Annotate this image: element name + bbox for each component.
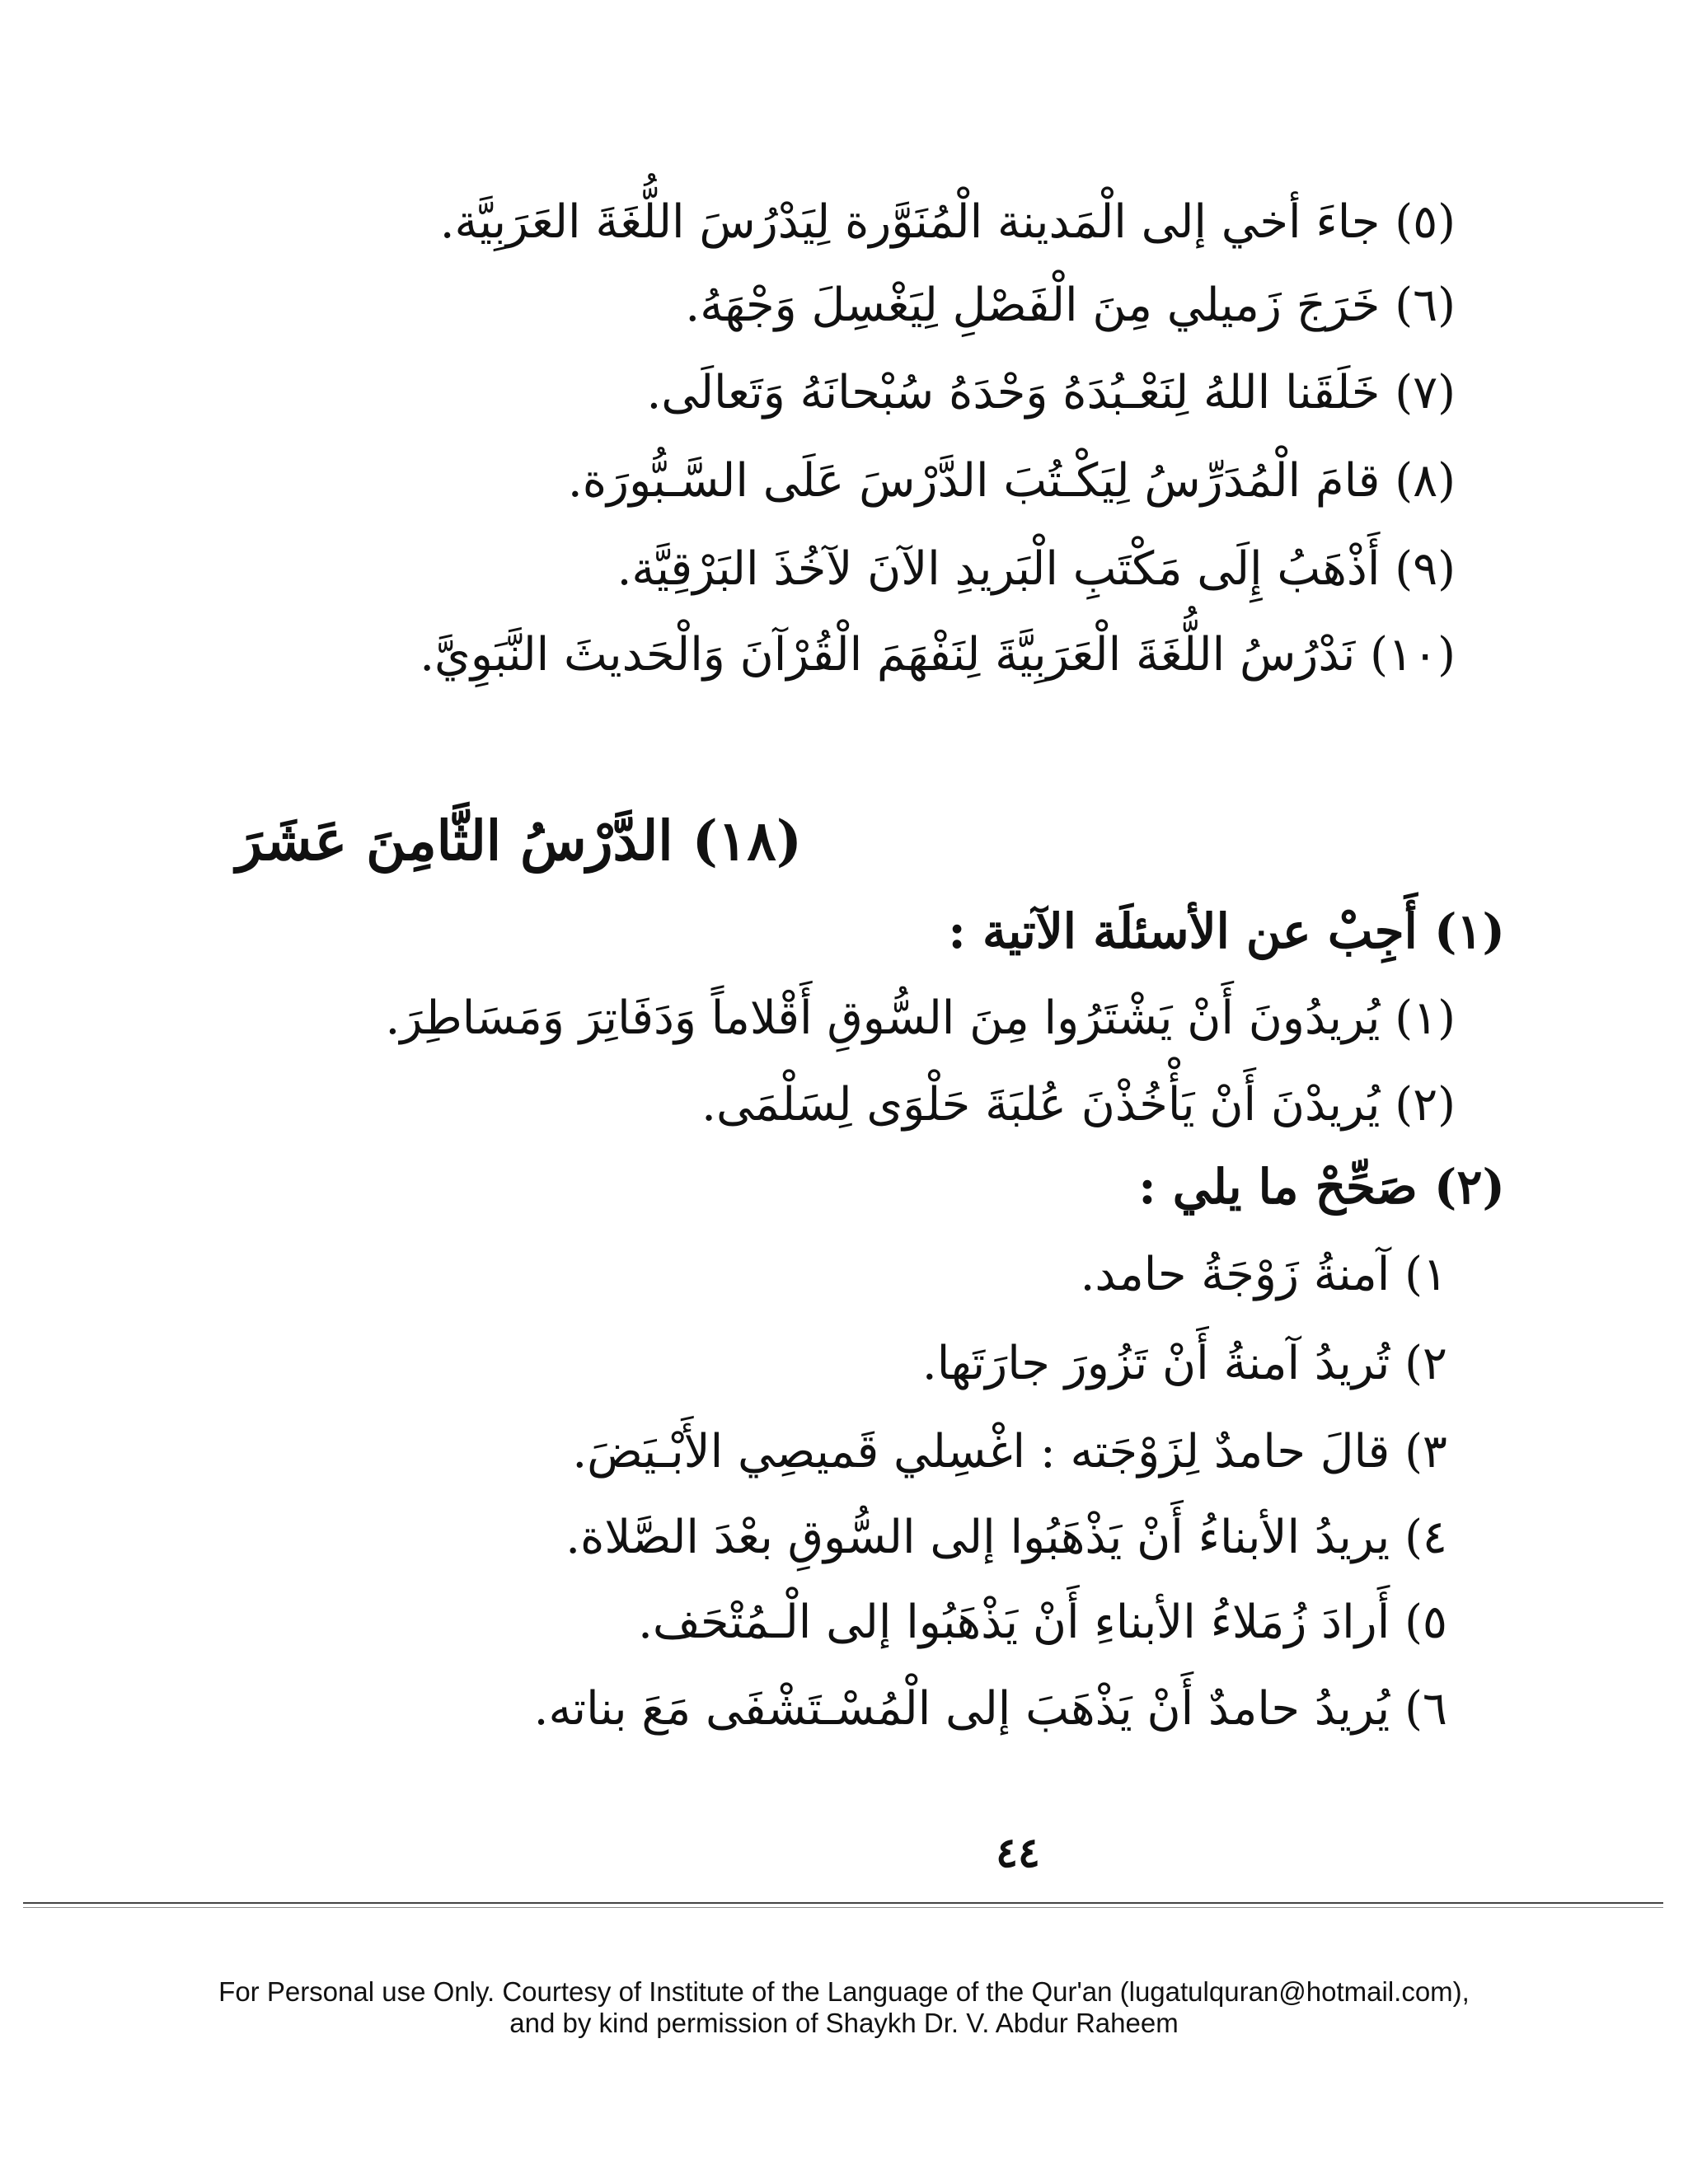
list-item: ٣) قالَ حامدٌ لِزَوْجَته : اغْسِلي قَميصِي الأَبْـيَضَ.: [572, 1425, 1447, 1479]
exercise-1-heading: (١) أَجِبْ عن الأسئلَة الآتية :: [948, 903, 1505, 959]
list-item: (٢) يُريدْنَ أَنْ يَأْخُذْنَ عُلبَةَ حَلْوَى لِسَلْمَى.: [701, 1078, 1456, 1132]
list-item: (٦) خَرَجَ زَميلي مِنَ الْفَصْلِ لِيَغْسِلَ وَجْهَهُ.: [685, 279, 1456, 332]
footer-divider-secondary: [23, 1907, 1663, 1908]
list-item: (٨) قامَ الْمُدَرِّسُ لِيَكْـتُبَ الدَّرْسَ عَلَى السَّـبُّورَة.: [567, 454, 1456, 508]
footer-line-2: and by kind permission of Shaykh Dr. V. Abdur Raheem: [509, 2008, 1179, 2038]
list-item: (١) يُريدُونَ أَنْ يَشْتَرُوا مِنَ السُّوقِ أَقْلاماً وَدَفَاتِرَ وَمَسَاطِرَ.: [385, 991, 1456, 1045]
list-item: ٦) يُريدُ حامدٌ أَنْ يَذْهَبَ إلى الْمُسْـتَشْفَى مَعَ بناته.: [533, 1682, 1447, 1736]
list-item: (٩) أَذْهَبُ إِلَى مَكْتَبِ الْبَريدِ الآنَ لآخُذَ البَرْقِيَّة.: [617, 542, 1456, 596]
list-item: (٧) خَلَقَنا اللهُ لِنَعْـبُدَهُ وَحْدَهُ سُبْحانَهُ وَتَعالَى.: [646, 366, 1456, 419]
footer-divider: [23, 1902, 1663, 1904]
footer-line-1: For Personal use Only. Courtesy of Institute of the Language of the Qur'an (lugatulquran@hotmail.com),: [218, 1976, 1470, 2007]
list-item: ٥) أَرادَ زُمَلاءُ الأبناءِ أَنْ يَذْهَبُوا إلى الْـمُتْحَف.: [638, 1596, 1447, 1649]
page-number: ٤٤: [996, 1828, 1040, 1877]
list-item: ٤) يريدُ الأبناءُ أَنْ يَذْهَبُوا إلى السُّوقِ بعْدَ الصَّلاة.: [565, 1511, 1447, 1564]
lesson-title: (١٨) الدَّرْسُ الثَّامِنَ عَشَرَ: [236, 808, 802, 873]
list-item: ٢) تُريدُ آمنةُ أَنْ تَزُورَ جارَتَها.: [921, 1337, 1447, 1390]
list-item: ١) آمنةُ زَوْجَةُ حامد.: [1080, 1248, 1447, 1301]
exercise-2-heading: (٢) صَحِّحْ ما يلي :: [1138, 1159, 1505, 1215]
list-item: (١٠) نَدْرُسُ اللُّغَةَ الْعَرَبِيَّةَ لِنَفْهَمَ الْقُرْآنَ وَالْحَديثَ النَّبَوِيَّ.: [420, 628, 1456, 682]
list-item: (٥) جاءَ أخي إلى الْمَدينة الْمُنَوَّرة لِيَدْرُسَ اللُّغَةَ العَرَبِيَّة.: [439, 195, 1456, 249]
